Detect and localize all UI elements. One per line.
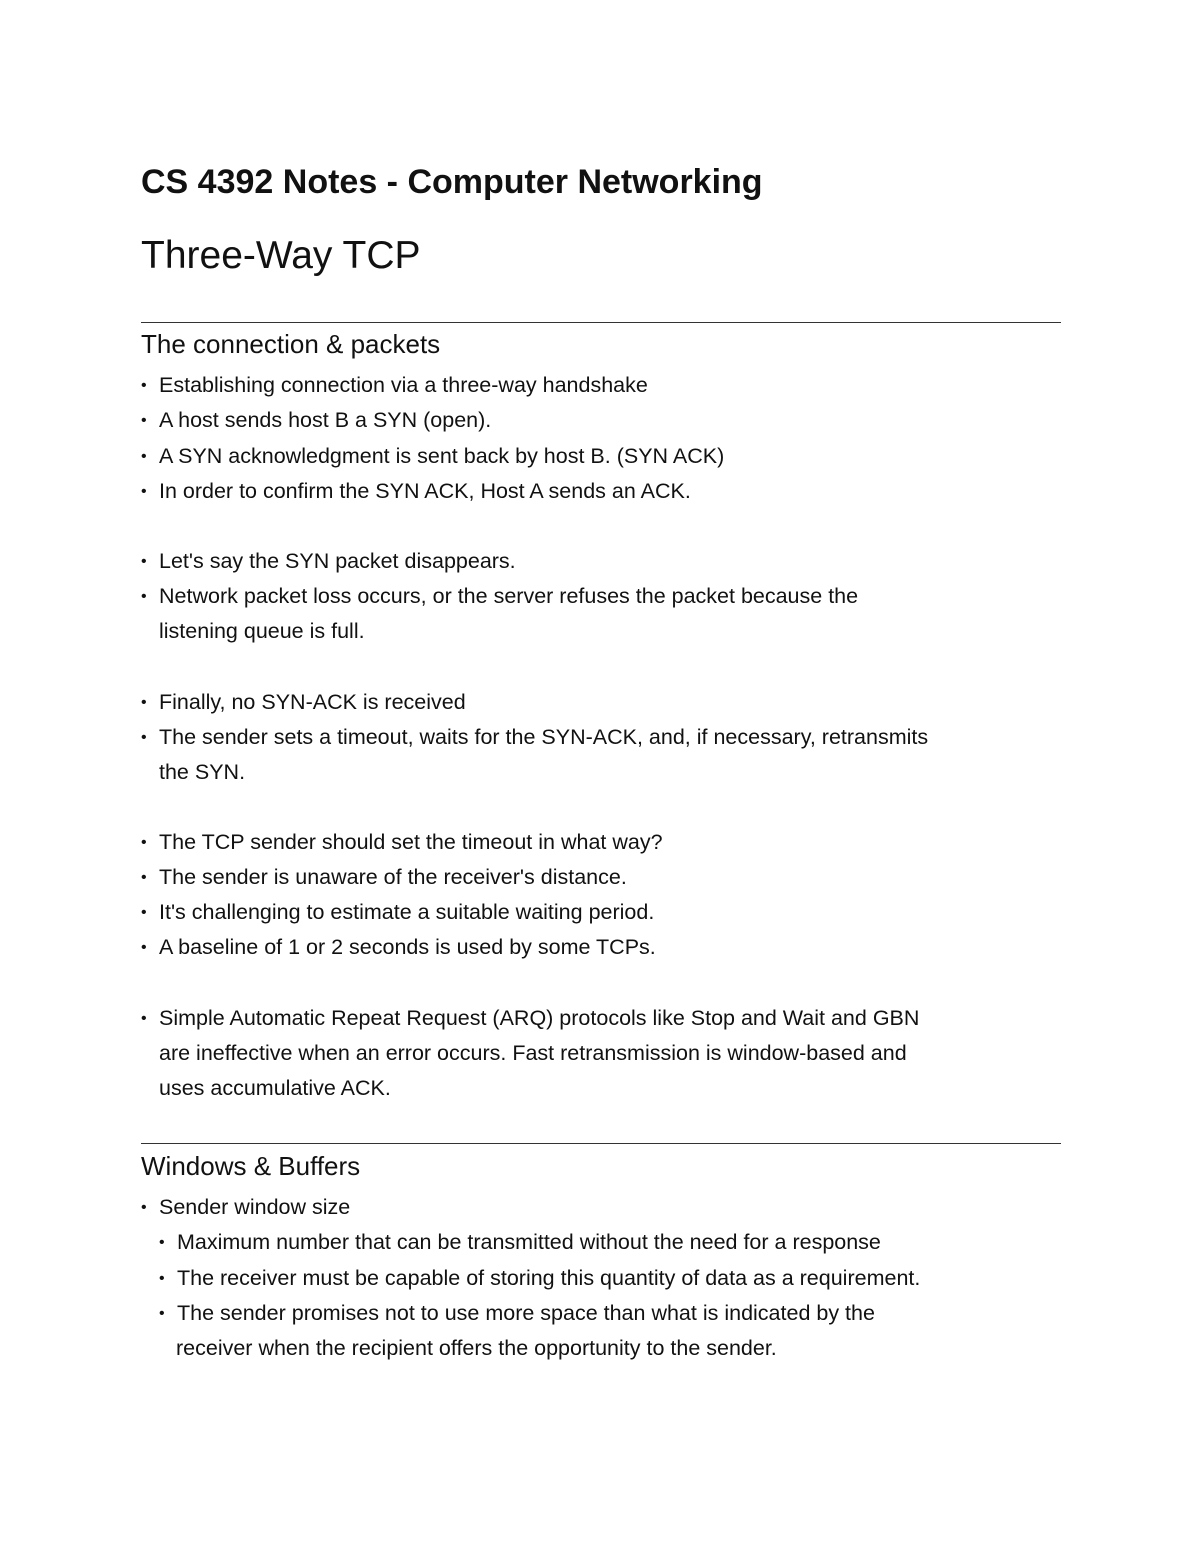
list-item: • A baseline of 1 or 2 seconds is used by some TCPs. [141, 932, 656, 963]
bullet-icon: • [141, 588, 147, 605]
bullet-icon: • [141, 1010, 147, 1027]
list-item-continuation: uses accumulative ACK. [159, 1076, 391, 1100]
list-item: • A SYN acknowledgment is sent back by host B. (SYN ACK) [141, 441, 724, 472]
bullet-icon: • [141, 377, 147, 394]
bullet-icon: • [141, 834, 147, 851]
list-item: • Establishing connection via a three-way handshake [141, 370, 648, 401]
list-item: • Simple Automatic Repeat Request (ARQ) protocols like Stop and Wait and GBN [141, 1003, 919, 1034]
bullet-icon: • [141, 694, 147, 711]
bullet-icon: • [141, 412, 147, 429]
bullet-icon: • [141, 1199, 147, 1216]
list-item: • It's challenging to estimate a suitable waiting period. [141, 897, 654, 928]
list-item: • The sender is unaware of the receiver's distance. [141, 862, 627, 893]
list-item: • Sender window size [141, 1192, 350, 1223]
bullet-icon: • [141, 939, 147, 956]
list-item-continuation: listening queue is full. [159, 619, 365, 643]
section-heading-connection: The connection & packets [141, 329, 441, 359]
list-item: • Finally, no SYN-ACK is received [141, 687, 466, 718]
section-divider [141, 1143, 1061, 1144]
bullet-icon: • [141, 483, 147, 500]
section-divider [141, 322, 1061, 323]
document-subtitle: Three-Way TCP [141, 234, 421, 277]
bullet-icon: • [141, 553, 147, 570]
list-item-continuation: the SYN. [159, 760, 246, 784]
bullet-icon: • [141, 904, 147, 921]
document-title: CS 4392 Notes - Computer Networking [141, 163, 763, 201]
sub-list-item: • The sender promises not to use more space than what is indicated by the [159, 1298, 875, 1329]
sub-list-item: • The receiver must be capable of storing this quantity of data as a requirement. [159, 1263, 920, 1294]
sub-list-item-continuation: receiver when the recipient offers the opportunity to the sender. [176, 1336, 777, 1360]
bullet-icon: • [159, 1234, 165, 1251]
section-heading-windows-buffers: Windows & Buffers [141, 1151, 361, 1181]
bullet-icon: • [159, 1270, 165, 1287]
bullet-icon: • [141, 448, 147, 465]
bullet-icon: • [141, 729, 147, 746]
list-item: • Network packet loss occurs, or the server refuses the packet because the [141, 581, 858, 612]
list-item: • Let's say the SYN packet disappears. [141, 546, 516, 577]
list-item: • In order to confirm the SYN ACK, Host A sends an ACK. [141, 476, 691, 507]
list-item: • The sender sets a timeout, waits for the SYN-ACK, and, if necessary, retransmits [141, 722, 928, 753]
sub-list-item: • Maximum number that can be transmitted without the need for a response [159, 1227, 881, 1258]
bullet-icon: • [159, 1305, 165, 1322]
list-item: • The TCP sender should set the timeout in what way? [141, 827, 663, 858]
bullet-icon: • [141, 869, 147, 886]
list-item: • A host sends host B a SYN (open). [141, 405, 491, 436]
list-item-continuation: are ineffective when an error occurs. Fast retransmission is window-based and [159, 1041, 907, 1065]
